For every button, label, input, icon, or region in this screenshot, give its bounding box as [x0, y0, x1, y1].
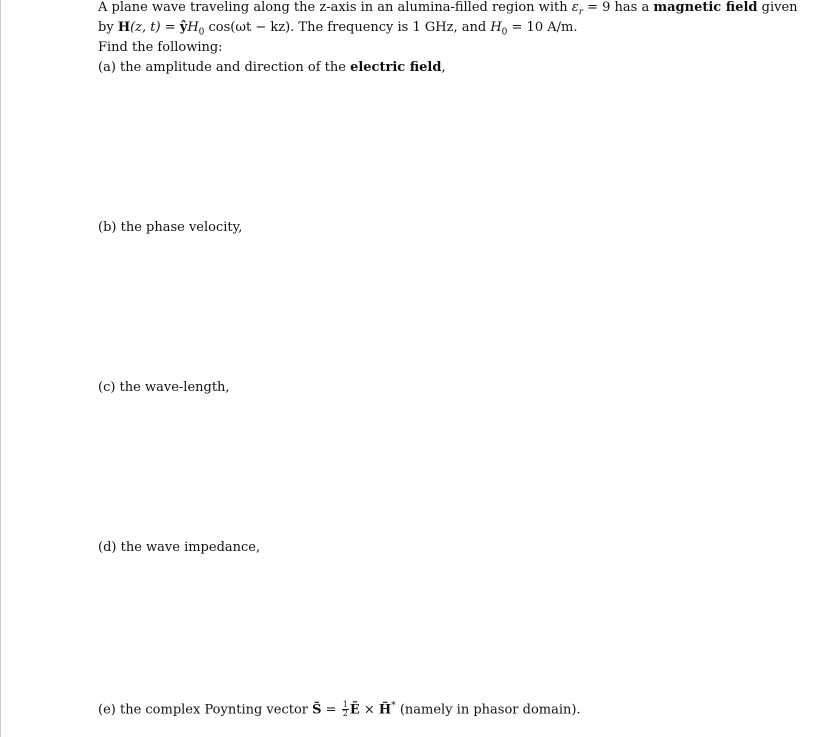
fraction-denominator: 2 — [342, 709, 348, 719]
e-phasor-symbol: Ẽ — [349, 702, 360, 718]
statement-text: given — [757, 0, 798, 15]
part-a-text: , — [441, 60, 446, 75]
epsilon-symbol: ε — [571, 0, 579, 15]
electric-field-term: electric field — [350, 60, 442, 75]
h0-symbol: H — [490, 20, 502, 35]
part-d-text: (d) the wave impedance, — [98, 540, 261, 555]
part-e — [98, 698, 581, 718]
part-b — [98, 220, 242, 236]
part-c-text: (c) the wave-length, — [98, 380, 230, 395]
part-a — [98, 60, 446, 76]
h0-symbol: H — [187, 20, 199, 35]
statement-text: by — [98, 20, 118, 35]
part-e-text: (namely in phasor domain). — [395, 702, 581, 718]
statement-text: = 10 A/m. — [507, 20, 578, 35]
h-phasor-symbol: H̃ — [378, 702, 392, 718]
part-c — [98, 380, 230, 396]
magnetic-field-term: magnetic field — [653, 0, 758, 15]
statement-text: A plane wave traveling along the z-axis in an alumina-filled region with — [98, 0, 572, 15]
h0-subscript: 0 — [501, 27, 508, 38]
epsilon-subscript: r — [578, 7, 583, 18]
h-vector-symbol: H — [117, 20, 131, 35]
statement-text: cos(ωt − kz). The frequency is 1 GHz, and — [204, 20, 491, 35]
field-expression: (z, t) = — [130, 20, 180, 35]
part-d — [98, 540, 260, 556]
part-a-text: (a) the amplitude and direction of the — [98, 60, 351, 75]
statement-text: = 9 has a — [583, 0, 654, 15]
fraction-numerator: 1 — [342, 700, 348, 710]
find-instruction — [98, 40, 223, 56]
problem-statement-line-2 — [98, 20, 577, 41]
part-b-text: (b) the phase velocity, — [98, 220, 243, 235]
poynting-vector-symbol: S̃ — [312, 702, 322, 718]
part-e-text: (e) the complex Poynting vector — [98, 702, 313, 718]
y-unit-vector: ŷ — [179, 20, 188, 35]
equals-sign: = — [321, 702, 341, 718]
conjugate-star: * — [391, 701, 396, 711]
h0-subscript: 0 — [198, 27, 205, 38]
find-text: Find the following: — [98, 40, 223, 55]
cross-product-sign: × — [359, 702, 379, 718]
one-half-fraction — [342, 701, 349, 718]
problem-statement-line-1 — [98, 0, 798, 21]
